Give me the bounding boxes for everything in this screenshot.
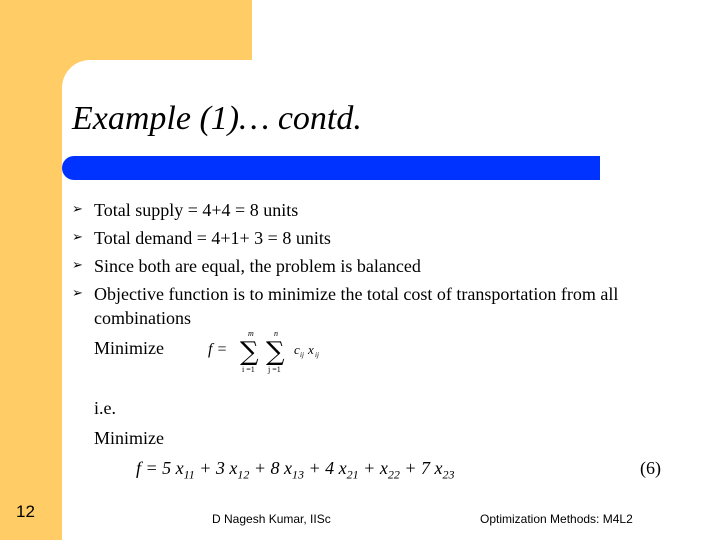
arrow-bullet-icon: ➢ [72, 230, 83, 245]
footer-author: D Nagesh Kumar, IISc [212, 512, 331, 526]
slide-title: Example (1)… contd. [72, 100, 362, 137]
slide-number: 12 [16, 502, 35, 521]
arrow-bullet-icon: ➢ [72, 286, 83, 301]
bullet-item: ➢ Total supply = 4+4 = 8 units [72, 200, 299, 220]
bullet-item: ➢ Total demand = 4+1+ 3 = 8 units [72, 228, 331, 248]
objective-sum-formula [204, 326, 334, 376]
sigma-symbol: ∑ [266, 337, 285, 367]
sum-lower-limit: j =1 [268, 365, 281, 374]
arrow-bullet-icon: ➢ [72, 202, 83, 217]
bullet-item: ➢ Objective function is to minimize the total cost of transportation from all combinations [72, 284, 619, 328]
minimize-label: Minimize [94, 338, 164, 358]
title-underline-bar [62, 156, 600, 180]
variable-subscript: ij [315, 351, 319, 359]
formula-lhs: f = [208, 341, 228, 358]
sum-upper-limit: n [274, 329, 278, 338]
minimize-label-2: Minimize [94, 428, 164, 448]
footer-course: Optimization Methods: M4L2 [480, 512, 633, 526]
bullet-item: ➢ Since both are equal, the problem is balanced [72, 256, 421, 276]
sigma-symbol: ∑ [240, 337, 259, 367]
objective-equation: f = 5 $x_{11} + 3$ $x_{12} + 8$ $x_{13} + 4$ $x_{21} + x_{22} + 7$ $x_{23}$ [136, 458, 455, 482]
equation-number: (6) [640, 458, 661, 478]
arrow-bullet-icon: ➢ [72, 258, 83, 273]
cost-term: c [294, 342, 300, 357]
sum-upper-limit: m [248, 329, 254, 338]
sum-lower-limit: i =1 [242, 365, 255, 374]
ie-label: i.e. [94, 398, 116, 418]
cost-subscript: ij [300, 351, 304, 359]
variable-term: x [308, 342, 314, 357]
bullet-list [72, 198, 672, 330]
